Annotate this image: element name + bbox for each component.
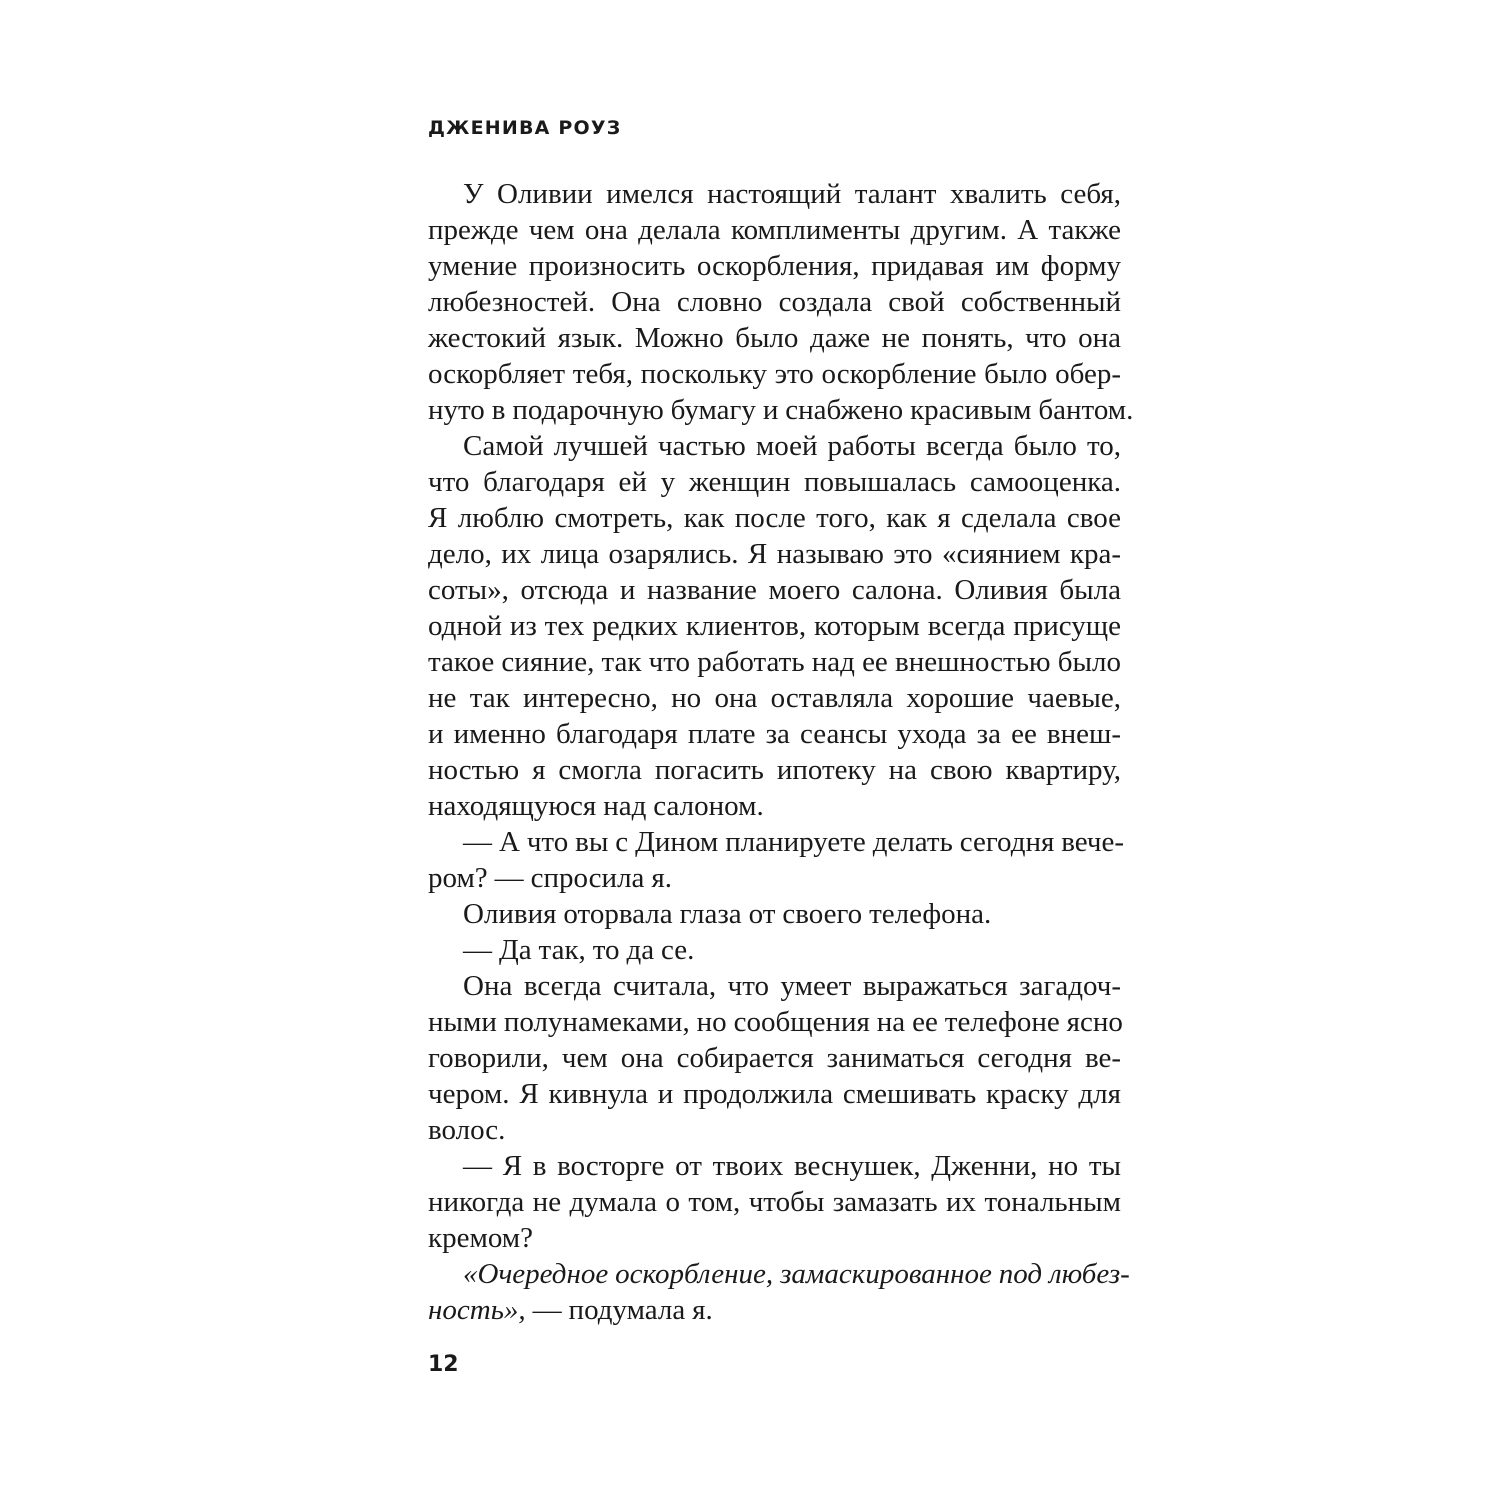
text-line: жестокий язык. Можно было даже не понять, что она [428,322,1121,354]
text-line: — Я в восторге от твоих веснушек, Дженни, но ты [463,1150,1121,1182]
page-number: 12 [428,1352,459,1377]
text-line: одной из тех редких клиентов, которым всегда присуще [428,610,1121,642]
text-line: говорили, чем она собирается заниматься сегодня ве- [428,1042,1121,1074]
text-line: не так интересно, но она оставляла хорошие чаевые, [428,682,1121,714]
text-line: и именно благодаря плате за сеансы ухода за ее внеш- [428,718,1121,750]
text-line: У Оливии имелся настоящий талант хвалить себя, [463,178,1121,210]
text-line: — Да так, то да се. [463,934,695,966]
text-line-closing [428,1292,1121,1328]
text-line: чером. Я кивнула и продолжила смешивать краску для [428,1078,1121,1110]
text-line: что благодаря ей у женщин повышалась самооценка. [428,466,1121,498]
text-line: ными полунамеками, но сообщения на ее телефоне ясно [428,1006,1123,1038]
text-line: ностью я смогла погасить ипотеку на свою квартиру, [428,754,1121,786]
text-line: такое сияние, так что работать над ее внешностью было [428,646,1121,678]
closing-italic-fragment: ность», [428,1294,526,1326]
text-line: — А что вы с Дином планируете делать сегодня вече- [463,826,1125,858]
text-line: дело, их лица озарялись. Я называю это «сиянием кра- [428,538,1121,570]
text-line: Я люблю смотреть, как после того, как я сделала свое [428,502,1121,534]
text-line: Оливия оторвала глаза от своего телефона. [463,898,992,930]
text-line: находящуюся над салоном. [428,790,764,822]
text-line: умение произносить оскорбления, придавая им форму [428,250,1121,282]
body-text [428,176,1134,1328]
text-line: прежде чем она делала комплименты другим. А также [428,214,1121,246]
text-line: оскорбляет тебя, поскольку это оскорбление было обер- [428,358,1121,390]
text-line: нуто в подарочную бумагу и снабжено красивым бантом. [428,394,1134,426]
text-line: Она всегда считала, что умеет выражаться загадоч- [463,970,1121,1002]
running-head-author: ДЖЕНИВА РОУЗ [428,117,622,139]
text-line: Самой лучшей частью моей работы всегда было то, [463,430,1121,462]
closing-plain-fragment: — подумала я. [525,1294,713,1326]
text-line: кремом? [428,1222,533,1254]
book-page [428,0,1134,1500]
text-line: любезностей. Она словно создала свой собственный [428,286,1121,318]
text-line: ром? — спросила я. [428,862,672,894]
text-line: никогда не думала о том, чтобы замазать их тональным [428,1186,1121,1218]
text-line: соты», отсюда и название моего салона. Оливия была [428,574,1121,606]
text-line: волос. [428,1114,506,1146]
text-line: «Очередное оскорбление, замаскированное под любез- [463,1258,1130,1290]
